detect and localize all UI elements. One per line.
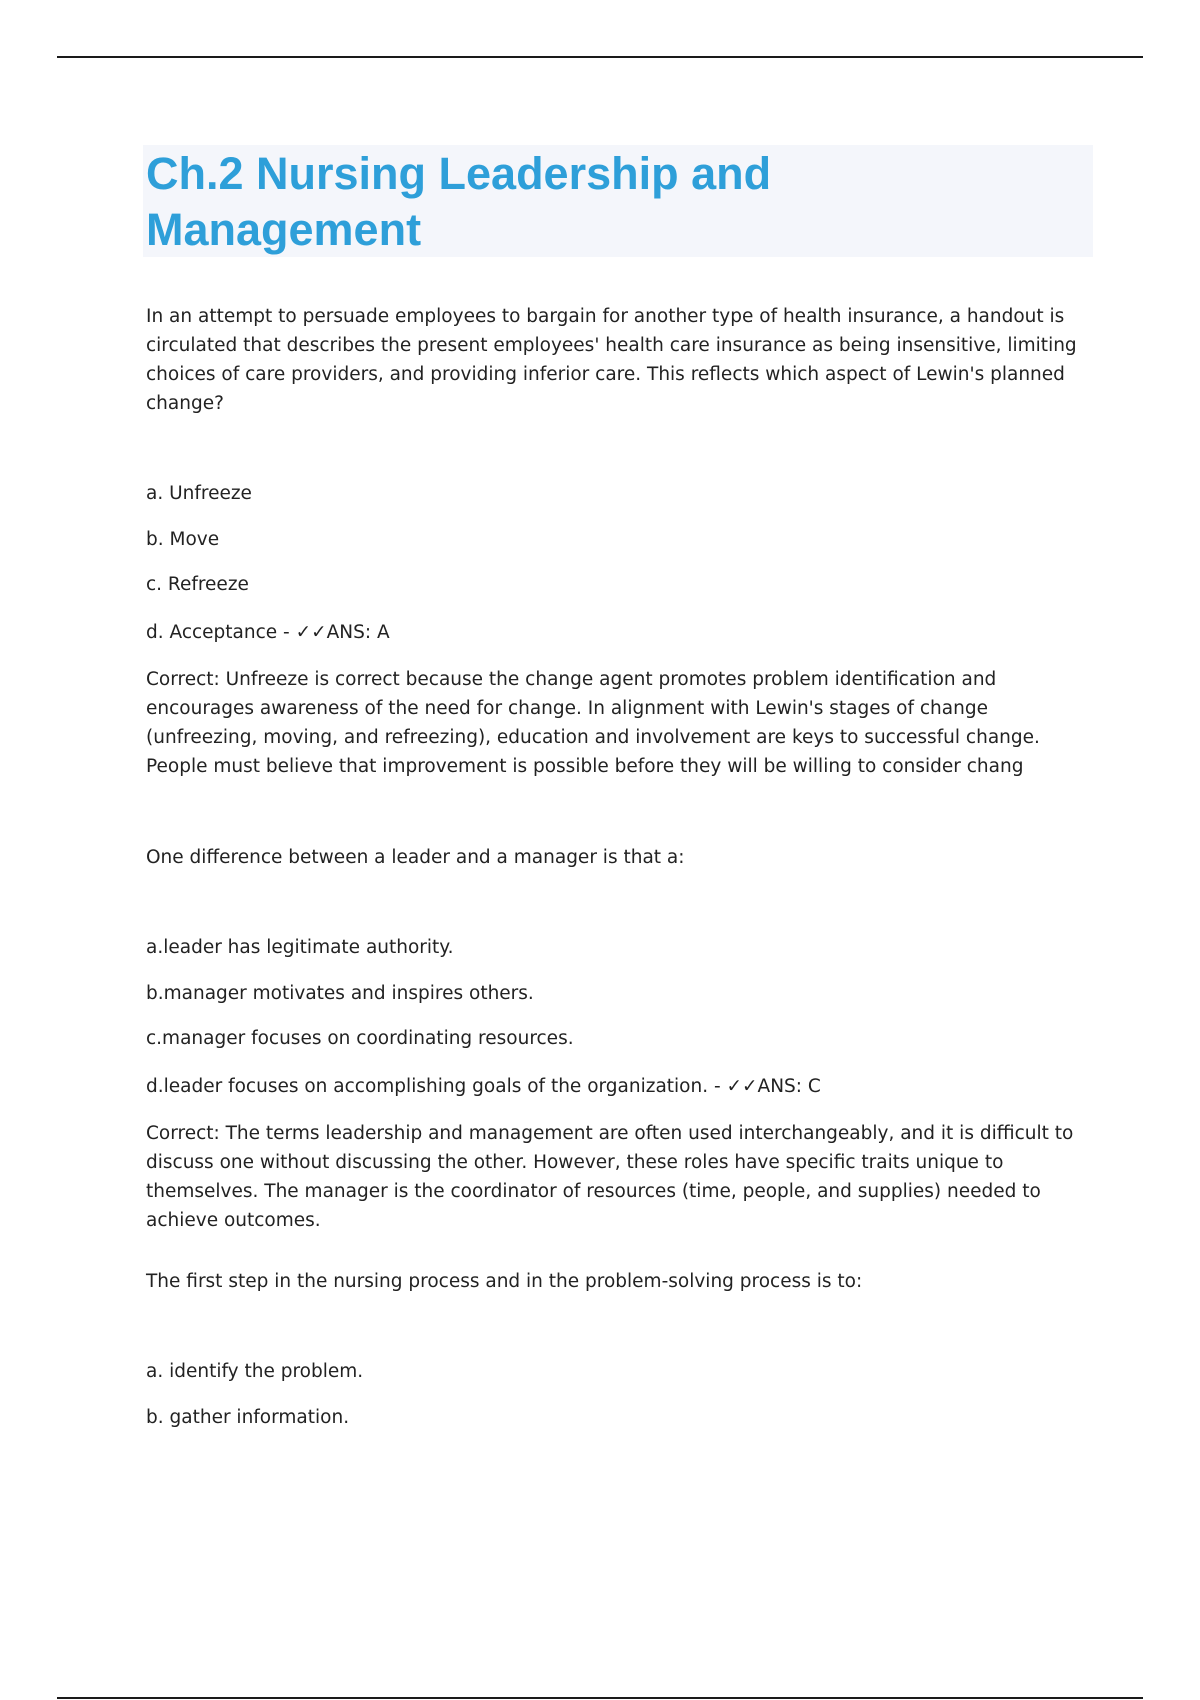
question-3-option-a: a. identify the problem. bbox=[146, 1361, 364, 1382]
question-1-option-a: a. Unfreeze bbox=[146, 483, 252, 504]
question-1-option-b: b. Move bbox=[146, 529, 220, 550]
question-2-option-b: b.manager motivates and inspires others. bbox=[146, 983, 534, 1004]
question-3-option-b: b. gather information. bbox=[146, 1407, 350, 1428]
question-1 bbox=[146, 302, 1086, 418]
question-2-rationale bbox=[146, 1119, 1096, 1235]
question-1-stem: In an attempt to persuade employees to bargain for another type of health insurance, a handout is circulated that describes the present employees' health care insurance as being insensitive, limiting choices of care providers, and providing inferior care. This reflects which aspect of Lewin's planned change? bbox=[146, 306, 1077, 414]
question-2-stem: One difference between a leader and a manager is that a: bbox=[146, 847, 685, 868]
question-3-stem: The first step in the nursing process and in the problem-solving process is to: bbox=[146, 1271, 863, 1292]
question-1-rationale-text: Correct: Unfreeze is correct because the change agent promotes problem identification and encourages awareness of the need for change. In alignment with Lewin's stages of change (unfreezing, moving, and refreezing), education and involvement are keys to successful change. People must believe that improvement is possible before they will be willing to consider chang bbox=[146, 669, 1040, 777]
top-rule bbox=[57, 56, 1143, 58]
bottom-rule bbox=[57, 1697, 1143, 1699]
question-2-option-a: a.leader has legitimate authority. bbox=[146, 937, 454, 958]
question-1-option-c: c. Refreeze bbox=[146, 574, 249, 595]
question-1-option-d-answer: d. Acceptance - ✓✓ANS: A bbox=[146, 622, 390, 643]
question-2-option-c: c.manager focuses on coordinating resources. bbox=[146, 1028, 574, 1049]
document-title: Ch.2 Nursing Leadership and Management bbox=[146, 148, 772, 255]
question-2-rationale-text: Correct: The terms leadership and management are often used interchangeably, and it is difficult to discuss one without discussing the other. However, these roles have specific traits unique to themselves. The manager is the coordinator of resources (time, people, and supplies) needed to achieve outcomes. bbox=[146, 1123, 1074, 1231]
question-2-option-d-answer: d.leader focuses on accomplishing goals of the organization. - ✓✓ANS: C bbox=[146, 1076, 821, 1097]
question-1-rationale bbox=[146, 665, 1086, 781]
